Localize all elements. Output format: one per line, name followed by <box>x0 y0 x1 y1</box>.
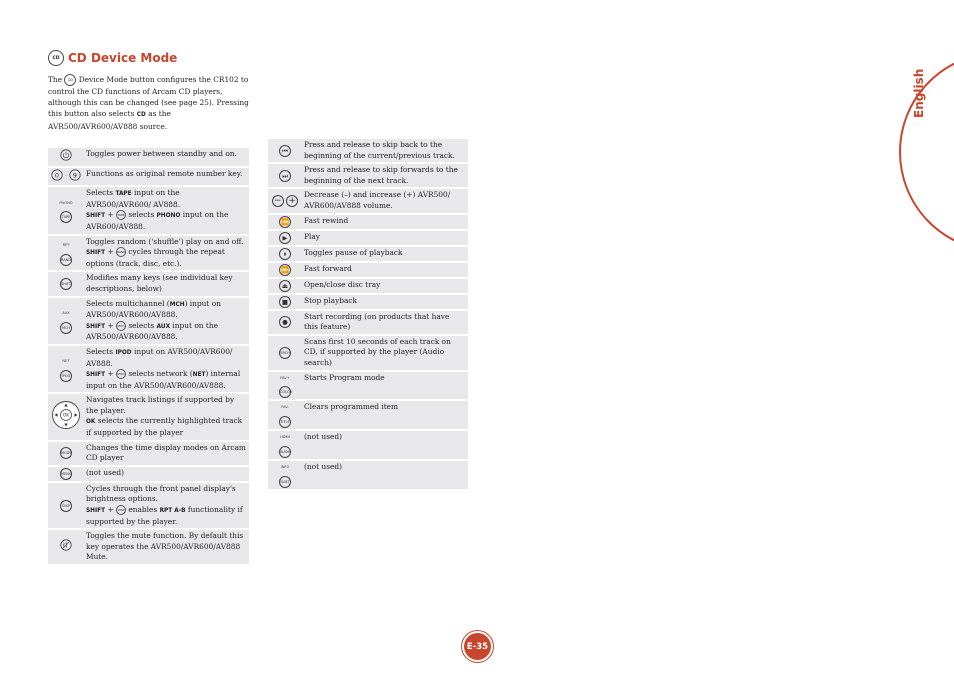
left-key-table <box>48 146 249 566</box>
button-caption: AUX <box>62 310 70 315</box>
icon-cell <box>268 401 302 429</box>
cd-badge-icon: CD <box>48 50 64 66</box>
navigation-pad-icon <box>51 400 81 430</box>
record-icon: ● <box>279 316 291 328</box>
table-row <box>268 431 468 459</box>
row-description: Play <box>302 231 468 245</box>
icon-cell <box>268 189 302 212</box>
table-row <box>268 372 468 400</box>
row-description: (not used) <box>302 461 468 489</box>
icon-cell <box>268 279 302 293</box>
icon-cell <box>268 231 302 245</box>
mch-button-icon: MCH <box>60 322 72 334</box>
row-description: Functions as original remote number key. <box>84 168 249 186</box>
svg-text:0: 0 <box>54 170 60 179</box>
table-row <box>268 164 468 187</box>
icon-cell <box>48 236 84 271</box>
ok-label: OK <box>62 412 70 418</box>
icon-cell <box>48 187 84 233</box>
side-tab-arc <box>899 52 954 252</box>
row-description: Decrease (–) and increase (+) AVR500/ AVR600/AV888 volume. <box>302 189 468 212</box>
table-row <box>268 279 468 293</box>
icon-cell <box>48 346 84 392</box>
table-row <box>48 530 249 564</box>
row-description: Open/close disc tray <box>302 279 468 293</box>
button-caption: PHONO <box>59 200 73 205</box>
table-row <box>48 298 249 344</box>
eject-icon: ⏏ <box>279 280 291 292</box>
row-description: Selects IPOD input on AVR500/AVR600/ AV888. SHIFT + iPOD selects network (NET) internal input on the AVR500/AVR600/AV888. <box>84 346 249 392</box>
table-row <box>48 442 249 465</box>
table-row <box>268 139 468 162</box>
row-description: Modifies many keys (see individual key descriptions, below) <box>84 272 249 295</box>
title-button-icon: TITLE <box>279 416 291 428</box>
row-description: (not used) <box>302 431 468 459</box>
page-title: CD Device Mode <box>68 51 178 65</box>
table-row <box>48 148 249 166</box>
volume-up-icon: + <box>286 195 298 207</box>
row-description: Scans first 10 seconds of each track on CD, if supported by the player (Audio search) <box>302 336 468 370</box>
icon-cell <box>48 483 84 528</box>
fast-forward-icon: ⏩ <box>280 265 290 274</box>
icon-cell <box>48 298 84 344</box>
section-heading <box>48 50 177 66</box>
icon-cell <box>48 272 84 295</box>
intro-paragraph: The CD Device Mode button configures the CR102 to control the CD functions of Arcam CD players, although this can be changed (see page 25). Pressing this button also selects CD as the AVR500/AVR600/AV888 source. <box>48 75 249 131</box>
table-row <box>268 311 468 334</box>
icon-cell <box>268 139 302 162</box>
color-button-icon: COLOR <box>279 386 291 398</box>
row-description: Fast rewind <box>302 215 468 229</box>
cd-button-icon: CD <box>64 74 76 86</box>
volume-down-icon: − <box>272 195 284 207</box>
row-description: Start recording (on products that have this feature) <box>302 311 468 334</box>
row-description: Toggles pause of playback <box>302 247 468 261</box>
ipod-button-icon: iPOD <box>60 370 72 382</box>
table-row <box>48 483 249 528</box>
row-description: Cycles through the front panel display's brightness options. SHIFT + DISP enables RPT A-B functionality if supported by the player. <box>84 483 249 528</box>
icon-cell <box>268 164 302 187</box>
button-caption: HDMI <box>280 435 290 440</box>
disp-mini-icon: DISP <box>116 505 126 515</box>
disp-button-icon: DISP <box>60 500 72 512</box>
svg-text:9: 9 <box>72 170 78 179</box>
shift-button-icon: SHIFT <box>60 278 72 290</box>
row-description: Navigates track listings if supported by the player. OK selects the currently highlighted track if supported by the player <box>84 394 249 439</box>
row-description: Fast forward <box>302 263 468 277</box>
search-button-icon: SRCH <box>279 347 291 359</box>
icon-cell <box>48 530 84 564</box>
play-icon: ▶ <box>279 232 291 244</box>
rand-button-icon: RAND <box>60 254 72 266</box>
icon-cell <box>268 336 302 370</box>
row-description: Press and release to skip forwards to the beginning of the next track. <box>302 164 468 187</box>
table-row <box>48 187 249 233</box>
ipod-mini-icon: iPOD <box>116 369 126 379</box>
right-key-table <box>268 137 468 491</box>
row-description: Press and release to skip back to the beginning of the current/previous track. <box>302 139 468 162</box>
table-row <box>268 401 468 429</box>
tape-mini-icon: TAPE <box>116 210 126 220</box>
table-row <box>48 236 249 271</box>
row-description: Selects TAPE input on the AVR500/AVR600/ AV888. SHIFT + TAPE selects PHONO input on the AVR600/AV888. <box>84 187 249 233</box>
row-description: Toggles power between standby and on. <box>84 148 249 166</box>
table-row <box>268 215 468 229</box>
row-description: (not used) <box>84 467 249 481</box>
table-row <box>268 336 468 370</box>
subtitle-button-icon: SUBT <box>279 476 291 488</box>
row-description: Starts Program mode <box>302 372 468 400</box>
table-row <box>48 272 249 295</box>
mch-mini-icon: MCH <box>116 321 126 331</box>
icon-cell <box>268 263 302 277</box>
table-row <box>268 189 468 212</box>
icon-cell <box>48 394 84 439</box>
pause-icon: ⏸ <box>279 248 291 260</box>
mute-icon <box>60 539 72 551</box>
tape-button-icon: TAPE <box>60 211 72 223</box>
icon-cell <box>48 168 84 186</box>
table-row <box>268 263 468 277</box>
skip-forward-icon: ⏭ <box>279 170 291 182</box>
svg-text:-: - <box>65 172 67 178</box>
icon-cell <box>48 148 84 166</box>
power-icon <box>60 149 72 161</box>
button-caption: RPT <box>62 243 70 248</box>
icon-cell <box>268 311 302 334</box>
icon-cell <box>48 467 84 481</box>
rewind-icon: ⏪ <box>280 217 290 226</box>
row-description: Toggles random ('shuffle') play on and off. SHIFT + RAND cycles through the repeat options (track, disc, etc.). <box>84 236 249 271</box>
button-caption: FAV- <box>281 405 289 410</box>
table-row <box>48 346 249 392</box>
row-description: Clears programmed item <box>302 401 468 429</box>
table-row <box>268 247 468 261</box>
icon-cell <box>268 247 302 261</box>
row-description: Toggles the mute function. By default this key operates the AVR500/AVR600/AV888 Mute. <box>84 530 249 564</box>
icon-cell <box>268 295 302 309</box>
audio-button-icon: AUDIO <box>279 446 291 458</box>
table-row <box>268 461 468 489</box>
stop-icon: ■ <box>279 296 291 308</box>
table-row <box>268 295 468 309</box>
button-caption: INFO <box>280 465 290 470</box>
row-description: Changes the time display modes on Arcam CD player <box>84 442 249 465</box>
icon-cell <box>268 431 302 459</box>
row-description: Stop playback <box>302 295 468 309</box>
table-row <box>268 231 468 245</box>
table-row <box>48 168 249 186</box>
icon-cell <box>268 461 302 489</box>
icon-cell <box>48 442 84 465</box>
number-keys-icon <box>50 169 82 181</box>
page-number-badge: E-35 <box>464 633 491 660</box>
table-row <box>48 467 249 481</box>
icon-cell <box>268 372 302 400</box>
menu-button-icon: MENU <box>60 468 72 480</box>
button-caption: NET <box>62 359 70 364</box>
table-row <box>48 394 249 439</box>
rand-mini-icon: RAND <box>116 247 126 257</box>
skip-back-icon: ⏮ <box>279 145 291 157</box>
icon-cell <box>268 215 302 229</box>
button-caption: FAV+ <box>280 375 290 380</box>
language-tab-label: English <box>912 68 926 118</box>
row-description: Selects multichannel (MCH) input on AVR500/AVR600/AV888. SHIFT + MCH selects AUX input on the AVR500/AVR600/AV888. <box>84 298 249 344</box>
mode-button-icon: MODE <box>60 447 72 459</box>
